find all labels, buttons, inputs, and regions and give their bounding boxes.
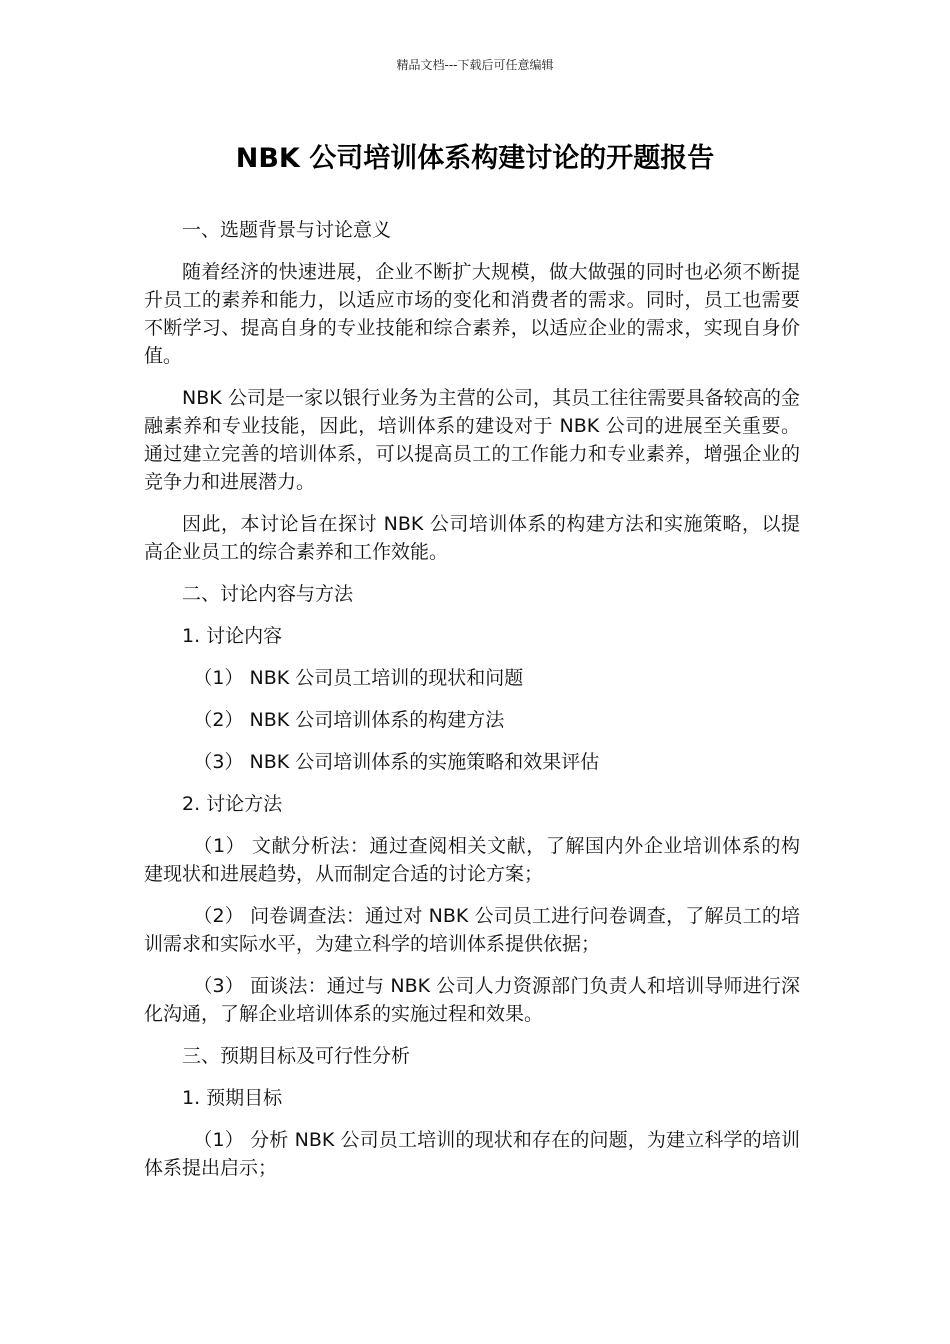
list-item: （1） 文献分析法：通过查阅相关文献，了解国内外企业培训体系的构建现状和进展趋势，从而制定合适的讨论方案； [144,835,800,885]
section-heading-goals: 三、预期目标及可行性分析 [182,1045,411,1067]
list-item: （3） NBK 公司培训体系的实施策略和效果评估 [193,751,600,773]
list-item: （2） 问卷调查法：通过对 NBK 公司员工进行问卷调查，了解员工的培训需求和实际水平，为建立科学的培训体系提供依据； [144,905,800,955]
page-header: 精品文档---下载后可任意编辑 [396,58,554,72]
list-item: （1） 分析 NBK 公司员工培训的现状和存在的问题，为建立科学的培训体系提出启示； [144,1129,800,1179]
paragraph-purpose: 因此，本讨论旨在探讨 NBK 公司培训体系的构建方法和实施策略，以提高企业员工的综合素养和工作效能。 [144,513,800,563]
subheading-content: 1. 讨论内容 [182,625,283,647]
list-item: （2） NBK 公司培训体系的构建方法 [193,709,505,731]
section-heading-background: 一、选题背景与讨论意义 [182,219,392,241]
document-title: NBK 公司培训体系构建讨论的开题报告 [235,143,715,174]
paragraph-company: NBK 公司是一家以银行业务为主营的公司，其员工往往需要具备较高的金融素养和专业技能，因此，培训体系的建设对于 NBK 公司的进展至关重要。通过建立完善的培训体系，可以提高员工的工作能力和专业素养，增强企业的竞争力和进展潜力。 [144,387,800,493]
subheading-goals: 1. 预期目标 [182,1087,283,1109]
section-heading-content-methods: 二、讨论内容与方法 [182,583,354,605]
subheading-methods: 2. 讨论方法 [182,793,283,815]
document-body [144,216,800,1196]
list-item: （1） NBK 公司员工培训的现状和问题 [193,667,524,689]
paragraph-background: 随着经济的快速进展，企业不断扩大规模，做大做强的同时也必须不断提升员工的素养和能力，以适应市场的变化和消费者的需求。同时，员工也需要不断学习、提高自身的专业技能和综合素养，以适应企业的需求，实现自身价值。 [144,261,800,367]
list-item: （3） 面谈法：通过与 NBK 公司人力资源部门负责人和培训导师进行深化沟通，了解企业培训体系的实施过程和效果。 [144,975,800,1025]
